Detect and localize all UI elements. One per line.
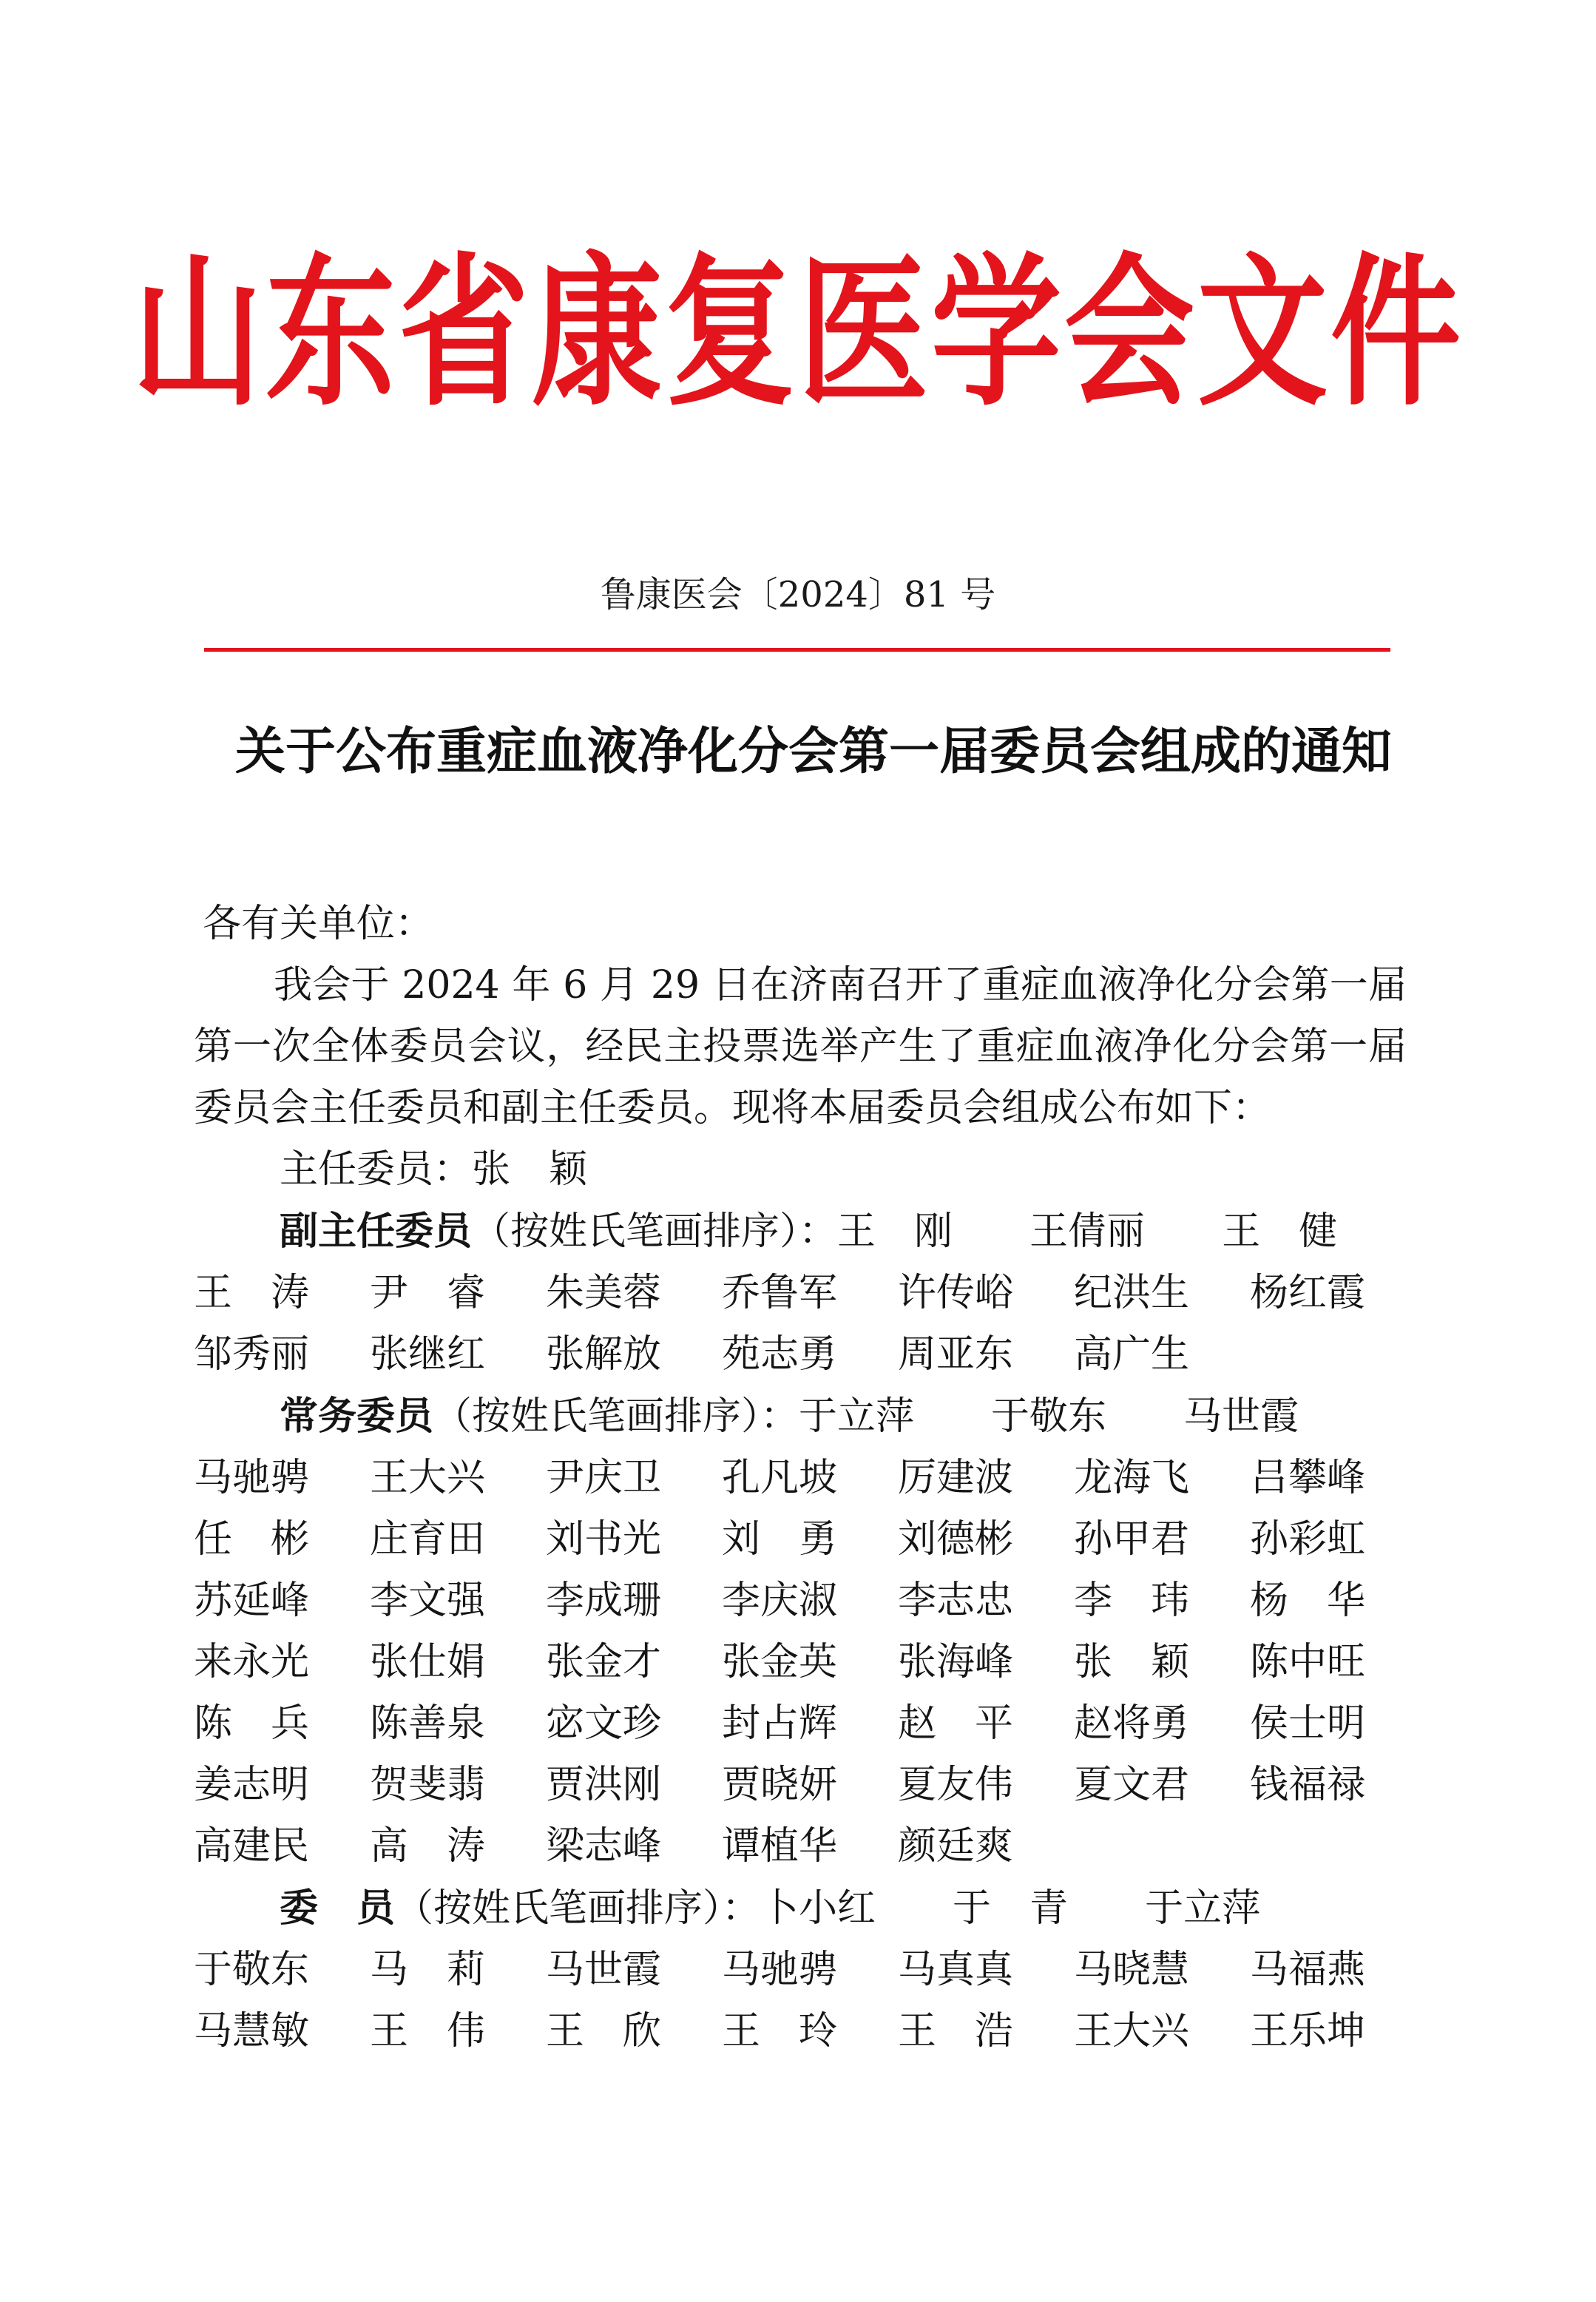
- member-name: 王 玲: [722, 2009, 838, 2053]
- vice-chairs-name-list: [194, 1263, 1407, 1385]
- member-name: 王 伟: [370, 2009, 486, 2053]
- members-label: 委 员: [280, 1886, 396, 1931]
- vice-chairs-note: （按姓氏笔画排序）：: [472, 1209, 838, 1254]
- member-name: 高广生: [1074, 1332, 1190, 1377]
- member-name: 夏文君: [1074, 1763, 1190, 1807]
- member-name: 王乐坤: [1250, 2009, 1366, 2053]
- member-name: 周亚东: [898, 1332, 1014, 1377]
- member-name: 李 玮: [1074, 1579, 1190, 1623]
- member-name: 夏友伟: [898, 1763, 1014, 1807]
- members-line: [194, 1877, 1407, 1940]
- member-name: 张 颖: [1074, 1640, 1190, 1684]
- chair-name: 张 颖: [472, 1147, 588, 1192]
- standing-members-name: 马世霞: [1106, 1394, 1299, 1439]
- member-name: 朱美蓉: [546, 1271, 662, 1315]
- member-name: 龙海飞: [1074, 1456, 1190, 1500]
- member-name: 李志忠: [898, 1579, 1014, 1623]
- member-name: 王 欣: [546, 2009, 662, 2053]
- member-name: 钱福禄: [1250, 1763, 1366, 1807]
- red-separator-line: [204, 648, 1390, 652]
- member-name: 马世霞: [546, 1948, 662, 1992]
- member-name: 孔凡坡: [722, 1456, 838, 1500]
- member-name: 王大兴: [1074, 2009, 1190, 2053]
- member-name: 张金才: [546, 1640, 662, 1684]
- member-name: 李文强: [370, 1579, 486, 1623]
- member-name: 纪洪生: [1074, 1271, 1190, 1315]
- members-inline-names: [760, 1886, 1260, 1931]
- org-document-header: 山东省康复医学会文件: [132, 237, 1464, 428]
- member-name: 侯士明: [1250, 1701, 1366, 1746]
- member-name: 于敬东: [194, 1948, 310, 1992]
- standing-members-label: 常务委员: [280, 1394, 434, 1439]
- member-name: 任 彬: [194, 1517, 310, 1562]
- vice-chairs-name: 王倩丽: [953, 1209, 1146, 1254]
- member-name: 孙彩虹: [1250, 1517, 1366, 1562]
- member-name: 贾洪刚: [546, 1763, 662, 1807]
- members-name-list: [194, 1940, 1407, 2062]
- member-name: 张仕娟: [370, 1640, 486, 1684]
- chair-label: 主任委员：: [280, 1147, 473, 1192]
- member-name: 马慧敏: [194, 2009, 310, 2053]
- member-name: 马福燕: [1250, 1948, 1366, 1992]
- vice-chairs-name: 王 刚: [837, 1209, 953, 1254]
- vice-chairs-name: 王 健: [1145, 1209, 1338, 1254]
- member-name: 高建民: [194, 1824, 310, 1869]
- vice-chairs-label: 副主任委员: [280, 1209, 473, 1254]
- member-name: 王 涛: [194, 1271, 310, 1315]
- member-name: 高 涛: [370, 1824, 486, 1869]
- member-name: 李庆淑: [722, 1579, 838, 1623]
- member-name: 张金英: [722, 1640, 838, 1684]
- standing-members-line: [194, 1385, 1407, 1448]
- member-name: 尹庆卫: [546, 1456, 662, 1500]
- member-name: 谭植华: [722, 1824, 838, 1869]
- standing-members-name: 于立萍: [799, 1394, 915, 1439]
- members-name: 卜小红: [760, 1886, 876, 1931]
- member-name: 梁志峰: [546, 1824, 662, 1869]
- member-name: 苑志勇: [722, 1332, 838, 1377]
- member-name: 李成珊: [546, 1579, 662, 1623]
- member-name: 庄育田: [370, 1517, 486, 1562]
- member-name: 王大兴: [370, 1456, 486, 1500]
- member-name: 陈 兵: [194, 1701, 310, 1746]
- member-name: 杨 华: [1250, 1579, 1366, 1623]
- vice-chairs-line: [194, 1201, 1407, 1263]
- member-name: 马晓慧: [1074, 1948, 1190, 1992]
- member-name: 颜廷爽: [898, 1824, 1014, 1869]
- member-name: 刘德彬: [898, 1517, 1014, 1562]
- member-name: 来永光: [194, 1640, 310, 1684]
- standing-members-name: 于敬东: [914, 1394, 1107, 1439]
- member-name: 孙甲君: [1074, 1517, 1190, 1562]
- member-name: 乔鲁军: [722, 1271, 838, 1315]
- member-name: 封占辉: [722, 1701, 838, 1746]
- member-name: 陈善泉: [370, 1701, 486, 1746]
- member-name: 陈中旺: [1250, 1640, 1366, 1684]
- member-name: 赵 平: [898, 1701, 1014, 1746]
- document-number: 鲁康医会〔2024〕81 号: [600, 574, 996, 615]
- members-name: 于 青: [876, 1886, 1069, 1931]
- member-name: 邹秀丽: [194, 1332, 310, 1377]
- member-name: 宓文珍: [546, 1701, 662, 1746]
- member-name: 马驰骋: [194, 1456, 310, 1500]
- member-name: 杨红霞: [1250, 1271, 1366, 1315]
- standing-members-name-list: [194, 1448, 1407, 1877]
- member-name: 赵将勇: [1074, 1701, 1190, 1746]
- salutation: 各有关单位：: [203, 902, 434, 946]
- member-name: 张海峰: [898, 1640, 1014, 1684]
- members-name: 于立萍: [1068, 1886, 1261, 1931]
- standing-members-inline-names: [799, 1394, 1299, 1439]
- member-name: 贺斐翡: [370, 1763, 486, 1807]
- vice-chairs-inline-names: [837, 1209, 1337, 1254]
- member-name: 刘书光: [546, 1517, 662, 1562]
- member-name: 吕攀峰: [1250, 1456, 1366, 1500]
- member-name: 尹 睿: [370, 1271, 486, 1315]
- document-body: [194, 894, 1407, 2062]
- member-name: 马 莉: [370, 1948, 486, 1992]
- member-name: 张继红: [370, 1332, 486, 1377]
- member-name: 马驰骋: [722, 1948, 838, 1992]
- member-name: 王 浩: [898, 2009, 1014, 2053]
- member-name: 马真真: [898, 1948, 1014, 1992]
- notice-title: 关于公布重症血液净化分会第一届委员会组成的通知: [234, 722, 1392, 781]
- chair-line: [194, 1139, 1407, 1201]
- intro-paragraph: 我会于 2024 年 6 月 29 日在济南召开了重症血液净化分会第一届第一次全体委员会议，经民主投票选举产生了重症血液净化分会第一届委员会主任委员和副主任委员。现将本届委员会组成公布如下：: [194, 963, 1407, 1130]
- member-name: 厉建波: [898, 1456, 1014, 1500]
- member-name: 姜志明: [194, 1763, 310, 1807]
- member-name: 张解放: [546, 1332, 662, 1377]
- standing-members-note: （按姓氏笔画排序）：: [433, 1394, 799, 1439]
- member-name: 苏延峰: [194, 1579, 310, 1623]
- member-name: 贾晓妍: [722, 1763, 838, 1807]
- member-name: 许传峪: [898, 1271, 1014, 1315]
- member-name: 刘 勇: [722, 1517, 838, 1562]
- members-note: （按姓氏笔画排序）：: [395, 1886, 761, 1931]
